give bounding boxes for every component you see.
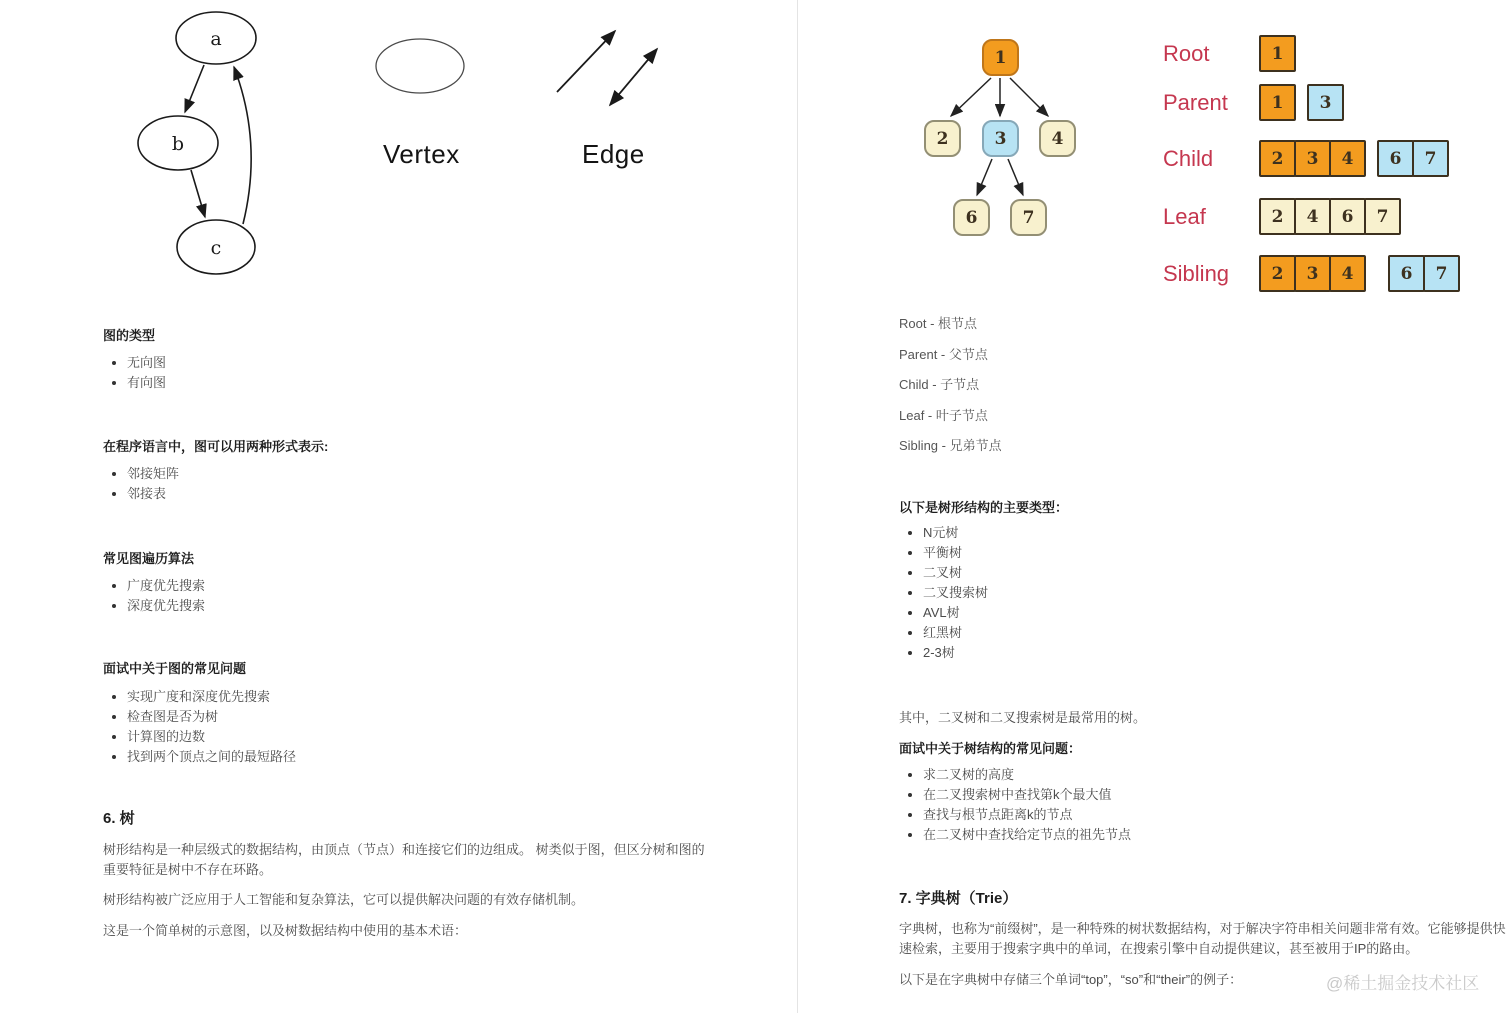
legend-label-root: Root bbox=[1163, 40, 1210, 66]
list-item: • 求二叉树的高度 bbox=[923, 765, 1131, 785]
list-item: • N元树 bbox=[923, 523, 988, 543]
graph-traversal-heading: 常见图遍历算法 bbox=[103, 551, 195, 566]
tree-node-4: 4 bbox=[1039, 120, 1076, 157]
legend-label-child: Child bbox=[1163, 145, 1214, 171]
tree-node-7: 7 bbox=[1010, 199, 1047, 236]
graph-representation-list bbox=[103, 464, 179, 504]
legend-cell: 6 bbox=[1377, 140, 1414, 177]
list-item: • 在二叉搜索树中查找第k个最大值 bbox=[923, 785, 1131, 805]
term-sibling: Sibling - 兄弟节点 bbox=[899, 438, 1002, 453]
tree-edge-3-7 bbox=[1008, 159, 1023, 195]
graph-node-b-label: b bbox=[171, 133, 185, 155]
tree-node-1: 1 bbox=[982, 39, 1019, 76]
graph-node-a-label: a bbox=[210, 28, 222, 50]
legend-cell: 4 bbox=[1329, 140, 1366, 177]
common-trees-note: 其中，二叉树和二叉搜索树是最常用的树。 bbox=[899, 710, 1147, 725]
graph-edge-b-c bbox=[191, 170, 205, 217]
trie-paragraph-2: 以下是在字典树中存储三个单词“top”，“so”和“their”的例子： bbox=[899, 972, 1243, 987]
trie-paragraph-1: 字典树，也称为“前缀树”，是一种特殊的树状数据结构，对于解决字符串相关问题非常有效。它能够提供快速检索，主要用于搜索字典中的单词，在搜索引擎中自动提供建议，甚至被用于IP的路由。 bbox=[899, 921, 1506, 956]
graph-questions-heading: 面试中关于图的常见问题 bbox=[103, 661, 247, 676]
legend-label-parent: Parent bbox=[1163, 89, 1228, 115]
graph-types-heading: 图的类型 bbox=[103, 328, 156, 343]
term-parent: Parent - 父节点 bbox=[899, 347, 988, 362]
legend-group bbox=[1307, 84, 1344, 121]
legend-cell: 6 bbox=[1329, 198, 1366, 235]
edge-label: Edge bbox=[582, 139, 645, 169]
graph-edge-c-a bbox=[234, 67, 251, 224]
legend-cell: 1 bbox=[1259, 84, 1296, 121]
tree-questions-list bbox=[899, 765, 1131, 845]
page-right bbox=[798, 0, 1512, 1013]
tree-node-6: 6 bbox=[953, 199, 990, 236]
tree-paragraph-1: 树形结构是一种层级式的数据结构，由顶点（节点）和连接它们的边组成。 树类似于图，但区分树和图的重要特征是树中不存在环路。 bbox=[103, 842, 705, 877]
legend-group bbox=[1259, 84, 1296, 121]
list-item: • 邻接表 bbox=[127, 484, 179, 504]
list-item: • 计算图的边数 bbox=[127, 727, 296, 747]
tree-types-list bbox=[899, 523, 988, 663]
list-item: • AVL树 bbox=[923, 603, 988, 623]
term-root: Root - 根节点 bbox=[899, 316, 978, 331]
trie-section-heading: 7. 字典树（Trie） bbox=[899, 890, 1018, 907]
tree-edge-3-6 bbox=[977, 159, 992, 195]
graph-types-list bbox=[103, 353, 166, 393]
legend-cell: 1 bbox=[1259, 35, 1296, 72]
list-item: • 有向图 bbox=[127, 373, 166, 393]
legend-cell: 3 bbox=[1294, 140, 1331, 177]
legend-cell: 6 bbox=[1388, 255, 1425, 292]
vertex-symbol bbox=[376, 39, 464, 93]
tree-paragraph-2: 树形结构被广泛应用于人工智能和复杂算法，它可以提供解决问题的有效存储机制。 bbox=[103, 892, 585, 907]
list-item: • 平衡树 bbox=[923, 543, 988, 563]
list-item: • 二叉搜索树 bbox=[923, 583, 988, 603]
legend-cell: 3 bbox=[1294, 255, 1331, 292]
legend-group bbox=[1259, 198, 1401, 235]
legend-cell: 3 bbox=[1307, 84, 1344, 121]
tree-questions-heading: 面试中关于树结构的常见问题： bbox=[899, 741, 1082, 756]
list-item: • 深度优先搜索 bbox=[127, 596, 205, 616]
vertex-label: Vertex bbox=[383, 139, 460, 169]
graph-representation-heading: 在程序语言中，图可以用两种形式表示: bbox=[103, 439, 329, 454]
legend-cell: 7 bbox=[1412, 140, 1449, 177]
list-item: • 二叉树 bbox=[923, 563, 988, 583]
legend-cell: 4 bbox=[1294, 198, 1331, 235]
term-leaf: Leaf - 叶子节点 bbox=[899, 408, 988, 423]
list-item: • 广度优先搜索 bbox=[127, 576, 205, 596]
legend-cell: 2 bbox=[1259, 255, 1296, 292]
legend-group bbox=[1259, 140, 1366, 177]
legend-cell: 7 bbox=[1423, 255, 1460, 292]
term-child: Child - 子节点 bbox=[899, 377, 980, 392]
graph-questions-list bbox=[103, 687, 296, 767]
list-item: • 无向图 bbox=[127, 353, 166, 373]
list-item: • 实现广度和深度优先搜索 bbox=[127, 687, 296, 707]
watermark: @稀土掘金技术社区 bbox=[1326, 974, 1480, 993]
legend-cell: 7 bbox=[1364, 198, 1401, 235]
tree-node-3: 3 bbox=[982, 120, 1019, 157]
tree-node-2: 2 bbox=[924, 120, 961, 157]
tree-section-heading: 6. 树 bbox=[103, 810, 135, 827]
legend-label-sibling: Sibling bbox=[1163, 260, 1230, 286]
legend-group bbox=[1259, 255, 1366, 292]
edge-symbol-double-arrow bbox=[610, 49, 657, 105]
legend-label-leaf: Leaf bbox=[1163, 203, 1206, 229]
list-item: • 2-3树 bbox=[923, 643, 988, 663]
tree-types-heading: 以下是树形结构的主要类型： bbox=[899, 500, 1069, 515]
list-item: • 检查图是否为树 bbox=[127, 707, 296, 727]
graph-traversal-list bbox=[103, 576, 205, 616]
legend-cell: 2 bbox=[1259, 198, 1296, 235]
legend-cell: 2 bbox=[1259, 140, 1296, 177]
list-item: • 红黑树 bbox=[923, 623, 988, 643]
graph-edge-a-b bbox=[185, 65, 204, 112]
graph-node-c-label: c bbox=[210, 237, 222, 259]
legend-group bbox=[1377, 140, 1449, 177]
legend-cell: 4 bbox=[1329, 255, 1366, 292]
list-item: • 在二叉树中查找给定节点的祖先节点 bbox=[923, 825, 1131, 845]
list-item: • 查找与根节点距离k的节点 bbox=[923, 805, 1131, 825]
tree-paragraph-3: 这是一个简单树的示意图，以及树数据结构中使用的基本术语： bbox=[103, 923, 468, 938]
legend-group bbox=[1388, 255, 1460, 292]
tree-edge-1-2 bbox=[951, 78, 991, 116]
list-item: • 邻接矩阵 bbox=[127, 464, 179, 484]
legend-group bbox=[1259, 35, 1296, 72]
list-item: • 找到两个顶点之间的最短路径 bbox=[127, 747, 296, 767]
tree-edge-1-4 bbox=[1010, 78, 1048, 116]
edge-symbol-single-arrow bbox=[557, 31, 615, 92]
